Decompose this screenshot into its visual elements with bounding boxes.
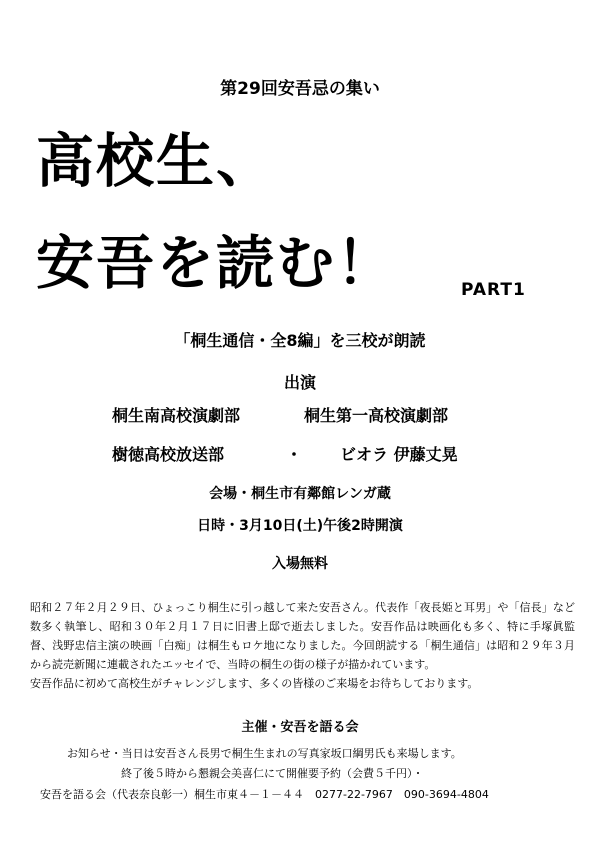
body-paragraph: 昭和２７年２月２９日、ひょっこり桐生に引っ越して来た安吾さん。代表作「夜長姫と耳男」や「信長」など数多く執筆し、昭和３０年２月１７日に旧書上邸で逝去しました。安吾作品は映画化も多く、特に手塚眞監督、浅野忠信主演の映画「白痴」は桐生もロケ地になりました。今回朗読する「桐生通信」は昭和２９年３月から読売新聞に連載されたエッセイで、当時の桐生の街の様子が描かれています。 (30, 601, 575, 671)
admission-line: 入場無料 (272, 556, 328, 572)
body-text (30, 598, 575, 693)
main-title-line-1: 高校生、 (36, 127, 277, 195)
notice-line: お知らせ・当日は安吾さん長男で桐生生まれの写真家坂口綱男氏も来場します。 (67, 747, 462, 760)
notice-line: 終了後５時から懇親会美喜仁にて開催要予約（会費５千円）・ (121, 767, 424, 780)
performer-item: 桐生第一高校演劇部 (304, 406, 449, 425)
performers-heading: 出演 (283, 373, 316, 392)
contact-line: 安吾を語る会（代表奈良彰一）桐生市東４－１－４４ 0277-22-7967 090-3694-4804 (40, 788, 489, 801)
part-label: PART1 (461, 280, 526, 300)
main-title-line-2: 安吾を読む！ (36, 229, 397, 297)
performer-item: 樹徳高校放送部 (112, 445, 225, 464)
subtitle: 「桐生通信・全8編」を三校が朗読 (174, 331, 426, 350)
performer-separator: ・ (286, 445, 303, 464)
body-paragraph: 安吾作品に初めて高校生がチャレンジします、多くの皆様のご来場をお待ちしております。 (30, 677, 479, 690)
venue-line: 会場・桐生市有鄰館レンガ蔵 (209, 486, 391, 502)
datetime-line: 日時・3月10日(土)午後2時開演 (197, 518, 403, 534)
event-number-heading: 第29回安吾忌の集い (220, 79, 380, 99)
performer-item: 桐生南高校演劇部 (112, 406, 241, 425)
organizer-line: 主催・安吾を語る会 (241, 720, 359, 735)
performer-item: ビオラ 伊藤丈晃 (340, 445, 458, 464)
